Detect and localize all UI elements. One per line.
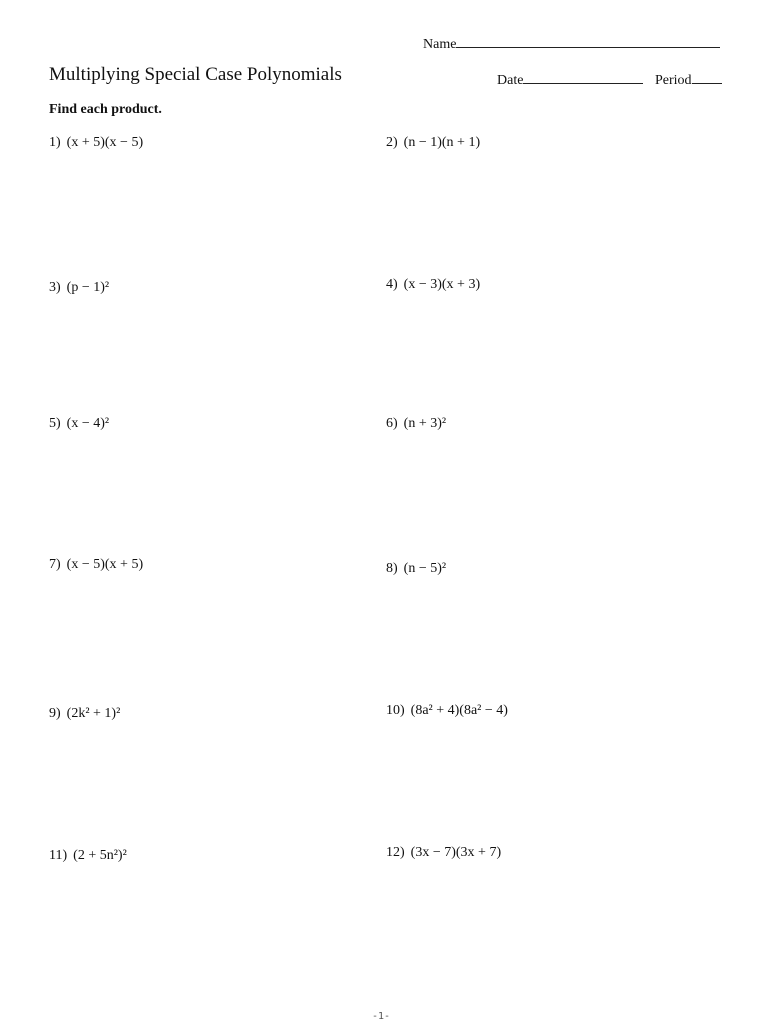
problem-number: 4): [386, 277, 398, 292]
date-blank-line[interactable]: [523, 71, 643, 84]
problem-expression: (3x − 7)(3x + 7): [410, 845, 502, 860]
problem-expression: (8a² + 4)(8a² − 4): [410, 703, 508, 718]
problem-expression: (n − 1)(n + 1): [403, 135, 481, 150]
problem-6: [386, 416, 446, 432]
period-label: Period: [654, 73, 692, 88]
problem-expression: (2k² + 1)²: [66, 706, 121, 721]
problem-12: [386, 845, 501, 861]
problem-1: [49, 135, 143, 151]
problem-expression: (2 + 5n²)²: [73, 848, 127, 863]
problem-2: [386, 135, 480, 151]
problem-expression: (x − 5)(x + 5): [66, 557, 144, 572]
problem-number: 2): [386, 135, 398, 150]
problem-expression: (x − 3)(x + 3): [403, 277, 481, 292]
problem-number: 12): [386, 845, 405, 860]
worksheet-title: Multiplying Special Case Polynomials: [49, 64, 342, 85]
problem-10: [386, 703, 508, 719]
problem-expression: (n − 5)²: [403, 561, 447, 576]
date-label: Date: [497, 73, 524, 88]
problem-number: 10): [386, 703, 405, 718]
name-field[interactable]: [423, 35, 720, 53]
problem-8: [386, 561, 446, 577]
problem-4: [386, 277, 480, 293]
problem-number: 3): [49, 280, 61, 295]
problem-9: [49, 706, 120, 722]
name-label: Name: [423, 37, 457, 52]
problem-5: [49, 416, 109, 432]
problem-number: 7): [49, 557, 61, 572]
problem-7: [49, 557, 143, 573]
problem-11: [49, 848, 127, 864]
problem-expression: (x − 4)²: [66, 416, 110, 431]
problem-number: 1): [49, 135, 61, 150]
problem-number: 8): [386, 561, 398, 576]
name-blank-line[interactable]: [456, 35, 720, 48]
problem-expression: (p − 1)²: [66, 280, 110, 295]
problem-expression: (x + 5)(x − 5): [66, 135, 144, 150]
period-blank-line[interactable]: [692, 71, 722, 84]
instructions: Find each product.: [49, 102, 162, 117]
problem-number: 9): [49, 706, 61, 721]
problem-number: 6): [386, 416, 398, 431]
page-number: -1-: [372, 1011, 391, 1022]
date-period-fields: [497, 71, 722, 89]
problem-expression: (n + 3)²: [403, 416, 447, 431]
problem-3: [49, 280, 109, 296]
problem-number: 11): [49, 848, 68, 863]
problem-number: 5): [49, 416, 61, 431]
